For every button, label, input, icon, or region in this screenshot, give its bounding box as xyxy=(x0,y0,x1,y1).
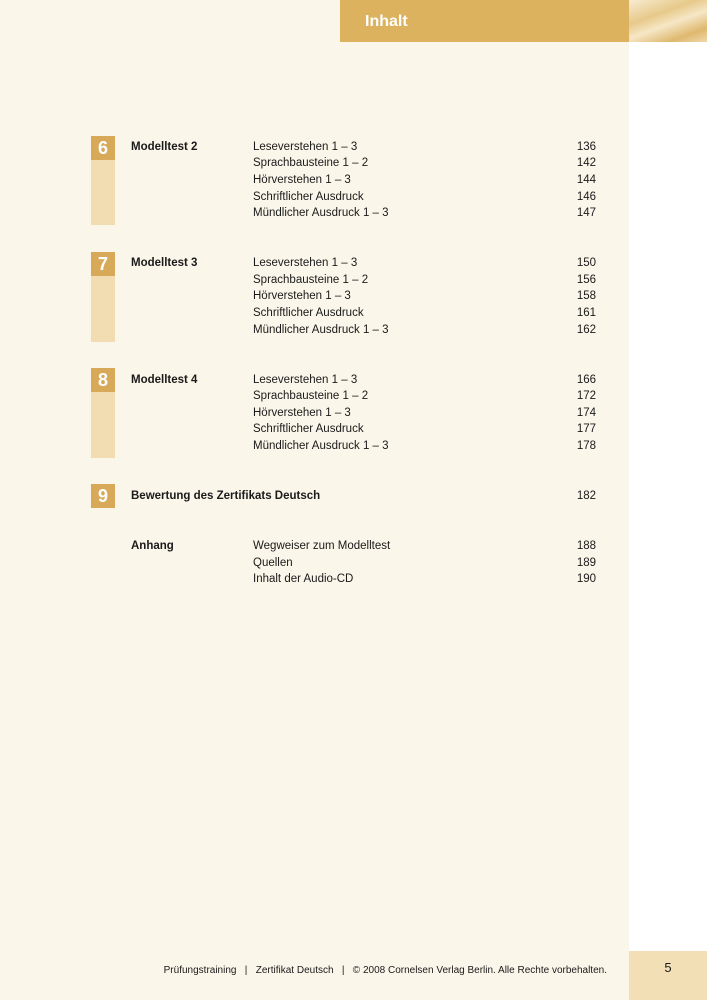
section-title: Modelltest 2 xyxy=(131,141,198,153)
toc-item-label: Leseverstehen 1 – 3 xyxy=(253,257,358,269)
toc-item-page: 174 xyxy=(576,407,596,419)
toc-item-label: Wegweiser zum Modelltest xyxy=(253,540,391,552)
toc-item-page: 188 xyxy=(576,540,596,552)
toc-item-label: Inhalt der Audio-CD xyxy=(253,573,354,585)
toc-item-label: Hörverstehen 1 – 3 xyxy=(253,290,351,302)
toc-item-page: 162 xyxy=(576,324,596,336)
toc-item-page: 172 xyxy=(576,390,596,402)
toc-item-label: Leseverstehen 1 – 3 xyxy=(253,141,358,153)
toc-item-label: Schriftlicher Ausdruck xyxy=(253,307,364,319)
toc-item-label: Sprachbausteine 1 – 2 xyxy=(253,390,369,402)
toc-item-page: 161 xyxy=(576,307,596,319)
toc-item-label: Sprachbausteine 1 – 2 xyxy=(253,157,369,169)
toc-item-page: 189 xyxy=(576,557,596,569)
section-number-tail xyxy=(91,276,115,342)
section-number: 7 xyxy=(91,252,115,276)
section-number: 9 xyxy=(91,484,115,508)
section-number: 8 xyxy=(91,368,115,392)
toc-item-page: 146 xyxy=(576,191,596,203)
toc-item-page: 190 xyxy=(576,573,596,585)
footer-text: Prüfungstraining | Zertifikat Deutsch | © 2008 Cornelsen Verlag Berlin. Alle Rechte vorbehalten. xyxy=(163,965,607,976)
toc-item-page: 150 xyxy=(576,257,596,269)
appendix-title: Anhang xyxy=(131,540,174,552)
toc-item-page: 182 xyxy=(576,490,596,502)
toc-item-label: Sprachbausteine 1 – 2 xyxy=(253,274,369,286)
toc-item-label: Schriftlicher Ausdruck xyxy=(253,191,364,203)
toc-item-page: 156 xyxy=(576,274,596,286)
header-decoration xyxy=(629,0,707,42)
section-number-tail xyxy=(91,392,115,458)
toc-item-page: 166 xyxy=(576,374,596,386)
toc-item-page: 136 xyxy=(576,141,596,153)
toc-item-label: Leseverstehen 1 – 3 xyxy=(253,374,358,386)
toc-item-label: Hörverstehen 1 – 3 xyxy=(253,407,351,419)
section-number: 6 xyxy=(91,136,115,160)
section-title: Modelltest 4 xyxy=(131,374,198,386)
toc-item-page: 144 xyxy=(576,174,596,186)
section-number-tail xyxy=(91,160,115,225)
toc-item-label: Hörverstehen 1 – 3 xyxy=(253,174,351,186)
toc-item-page: 147 xyxy=(576,207,596,219)
toc-item-page: 177 xyxy=(576,423,596,435)
section-title: Bewertung des Zertifikats Deutsch xyxy=(131,490,321,502)
toc-item-page: 142 xyxy=(576,157,596,169)
toc-item-label: Mündlicher Ausdruck 1 – 3 xyxy=(253,324,389,336)
toc-item-page: 158 xyxy=(576,290,596,302)
toc-item-label: Mündlicher Ausdruck 1 – 3 xyxy=(253,207,389,219)
toc-item-page: 178 xyxy=(576,440,596,452)
footer-page-band xyxy=(629,951,707,1000)
page-number: 5 xyxy=(664,960,672,975)
toc-item-label: Mündlicher Ausdruck 1 – 3 xyxy=(253,440,389,452)
toc-item-label: Quellen xyxy=(253,557,293,569)
page-title: Inhalt xyxy=(365,13,408,30)
toc-item-label: Schriftlicher Ausdruck xyxy=(253,423,364,435)
section-title: Modelltest 3 xyxy=(131,257,198,269)
